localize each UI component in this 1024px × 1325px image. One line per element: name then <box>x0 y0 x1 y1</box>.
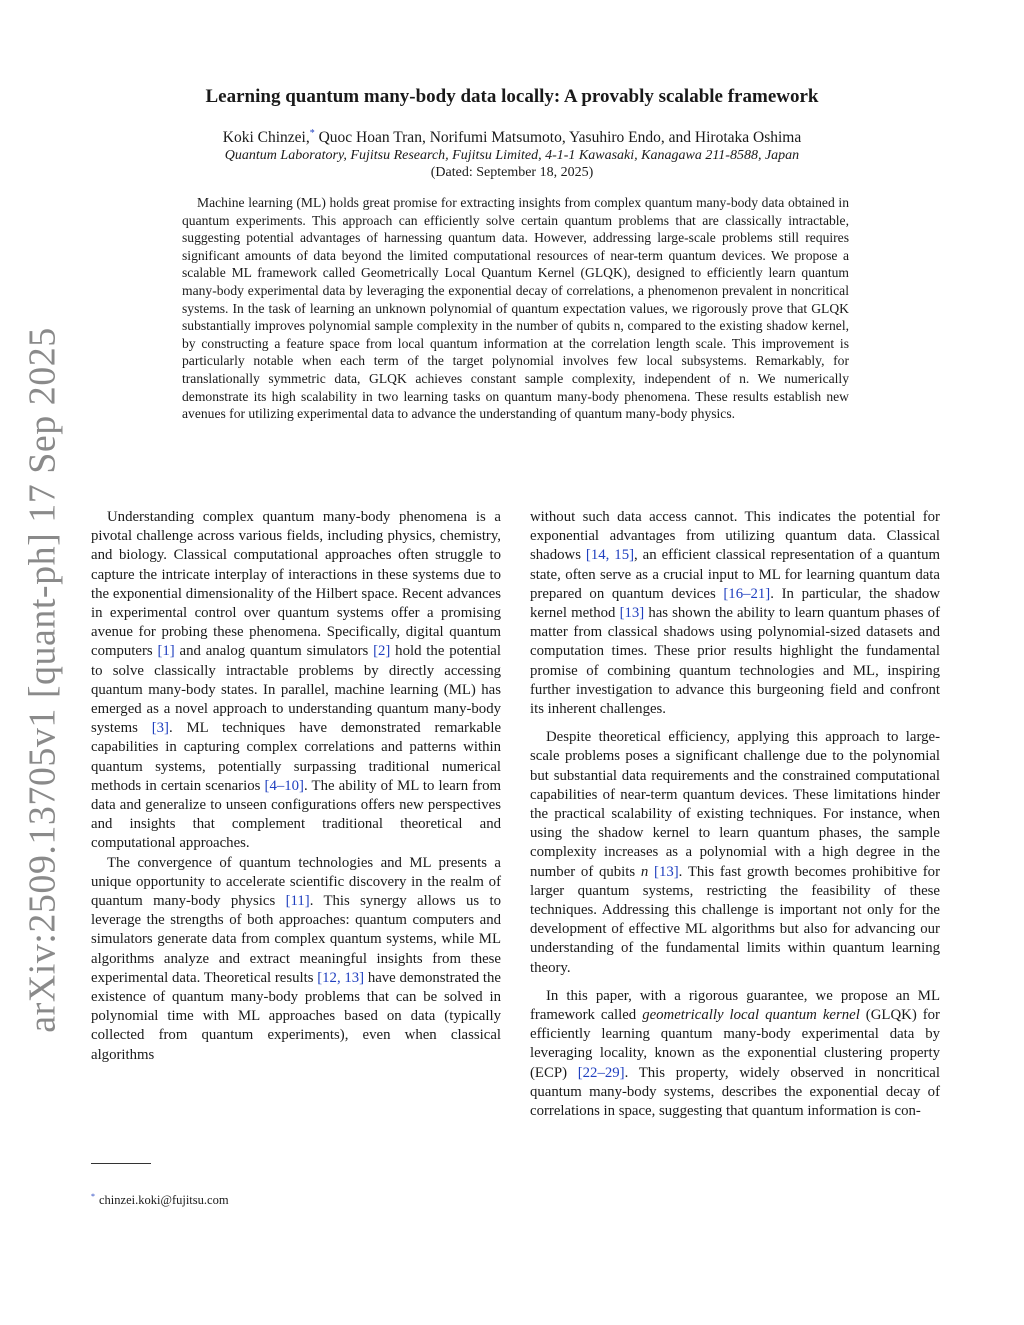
text-run: . This property, widely observed in noncritical quantum many-body systems, describes the exponential decay of correlations in space, suggesting that quantum information is con- <box>530 1064 940 1120</box>
text-run: The convergence of quantum technologies and ML presents a unique opportunity to accelerate scientific discovery in the realm of quantum many-body physics <box>91 854 501 910</box>
citation-link[interactable]: [2] <box>373 643 391 660</box>
text-run: has shown the ability to learn quantum phases of matter from classical shadows using polynomial-sized datasets and computation times. These prior results highlight the fundamental promise of combining quantum technologies and ML, inspiring further investigation to advance this burgeoning field and confront its inherent challenges. <box>530 605 940 718</box>
math-variable: n <box>640 863 649 880</box>
author-list <box>100 128 924 147</box>
citation-link[interactable]: [4–10] <box>264 777 304 794</box>
arxiv-side-stamp <box>8 327 78 1033</box>
citation-link[interactable]: [14, 15] <box>585 547 635 564</box>
paragraph <box>530 508 940 719</box>
citation-link[interactable]: [12, 13] <box>317 969 365 986</box>
citation-link[interactable]: [1] <box>157 643 175 660</box>
footnote-marker[interactable]: * <box>309 128 315 139</box>
citation-link[interactable]: [22–29] <box>577 1064 625 1081</box>
arxiv-identifier[interactable]: arXiv:2509.13705v1 [quant-ph] 17 Sep 2025 <box>22 327 64 1033</box>
text-run: Understanding complex quantum many-body phenomena is a pivotal challenge across various fields, including physics, chemistry, and biology. Classical computational approaches often struggle to capture the intricate interplay of interactions in these systems due to the exponential dimensionality of the Hilbert space. Recent advances in experimental control over quantum systems offer a promising avenue for probing these phenomena. Specifically, digital quantum computers <box>91 509 501 660</box>
text-run: have demonstrated the existence of quantum many-body problems that can be solved in polynomial time with ML approaches based on data (typically collected from quantum experiments), even when classical algorithms <box>91 969 501 1063</box>
text-run: . ML techniques have demonstrated remarkable capabilities in capturing complex correlations and patterns within quantum systems, potentially surpassing traditional numerical methods in certain scenarios <box>91 720 502 794</box>
text-run: In this paper, with a rigorous guarantee, we propose an ML framework called <box>530 987 940 1024</box>
paragraph <box>91 508 501 854</box>
affiliation: Quantum Laboratory, Fujitsu Research, Fujitsu Limited, 4-1-1 Kawasaki, Kanagawa 211-8588, Japan <box>224 148 800 163</box>
text-run: without such data access cannot. This indicates the potential for exponential advantages from utilizing quantum data. Classical shadows <box>530 509 940 564</box>
citation-link[interactable]: [11] <box>285 893 310 910</box>
text-run: . In particular, the shadow kernel method <box>530 585 941 622</box>
footnote <box>91 1192 229 1208</box>
left-column <box>91 508 501 1065</box>
text-run: and analog quantum simulators <box>174 643 374 660</box>
paragraph <box>91 854 501 1065</box>
abstract: Machine learning (ML) holds great promise for extracting insights from complex quantum many-body data obtained in quantum experiments. This approach can efficiently solve certain quantum problems that are classically intractable, suggesting potential advantages of harnessing quantum data. However, addressing large-scale problems still requires significant amounts of data beyond the limited computational resources of near-term quantum devices. We propose a scalable ML framework called Geometrically Local Quantum Kernel (GLQK), designed to efficiently learn quantum many-body experimental data by leveraging the exponential decay of correlations, a phenomenon prevalent in noncritical systems. In the task of learning an unknown polynomial of quantum expectation values, we rigorously prove that GLQK substantially improves polynomial sample complexity in the number of qubits n, compared to the existing shadow kernel, by constructing a feature space from local quantum information at the correlation length scale. This improvement is particularly notable when each term of the target polynomial involves few local subsystems. Remarkably, for translationally symmetric data, GLQK achieves constant sample complexity, independent of n. We numerically demonstrate its high scalability in two learning tasks on quantum many-body phenomena. These results establish new avenues for utilizing experimental data to advance the understanding of quantum many-body physics. <box>182 195 849 422</box>
text-run: , an efficient classical representation of a quantum state, often serve as a crucial input to ML for learning quantum data prepared on quantum devices <box>530 547 940 602</box>
paragraph <box>530 987 940 1121</box>
citation-link[interactable]: [3] <box>151 720 169 737</box>
right-column <box>530 508 940 1121</box>
date-line: (Dated: September 18, 2025) <box>430 165 594 180</box>
citation-link[interactable]: [13] <box>619 605 645 622</box>
first-author: Koki Chinzei, <box>222 129 310 147</box>
paragraph <box>530 728 940 978</box>
coauthors: Quoc Hoan Tran, Norifumi Matsumoto, Yasuhiro Endo, and Hirotaka Oshima <box>314 129 802 147</box>
text-run: (GLQK) for efficiently learning quantum many-body experimental data by leveraging locality, known as the exponential clustering property (ECP) <box>530 1007 940 1081</box>
paper-title: Learning quantum many-body data locally: A provably scalable framework <box>205 86 819 107</box>
footnote-rule <box>91 1163 151 1164</box>
email-link[interactable]: chinzei.koki@fujitsu.com <box>99 1193 229 1208</box>
text-run: . The ability of ML to learn from data and generalize to unseen configurations offers new perspectives and insights that complement traditional theoretical and computational approaches. <box>91 777 501 852</box>
text-run: Despite theoretical efficiency, applying this approach to large-scale problems poses a significant challenge due to the polynomial but substantial data requirements and the constrained computational capabilities of near-term quantum devices. These limitations hinder the practical scalability of existing techniques. For instance, when using the shadow kernel to learn quantum phases, the sample complexity increases as a polynomial with a high degree in the number of qubits <box>530 729 940 880</box>
text-run: . This synergy allows us to leverage the strengths of both approaches: quantum computers and simulators generate data from complex quantum systems, while ML algorithms analyze and extract meaningful insights from these experimental data. Theoretical results <box>91 893 501 986</box>
text-run: . This fast growth becomes prohibitive for larger quantum systems, restricting the feasibility of these techniques. Addressing this challenge is important not only for the development of effective ML algorithms but also for advancing our understanding of the fundamental limits within quantum learning theory. <box>530 863 940 976</box>
emphasis: geometrically local quantum kernel <box>642 1007 860 1024</box>
citation-link[interactable]: [13] <box>654 863 679 880</box>
citation-link[interactable]: [16–21] <box>723 585 771 602</box>
text-run: hold the potential to solve classically intractable problems by directly accessing quantum many-body states. In parallel, machine learning (ML) has emerged as a novel approach to understanding quantum many-body systems <box>91 643 501 737</box>
footnote-marker: * <box>91 1192 95 1201</box>
